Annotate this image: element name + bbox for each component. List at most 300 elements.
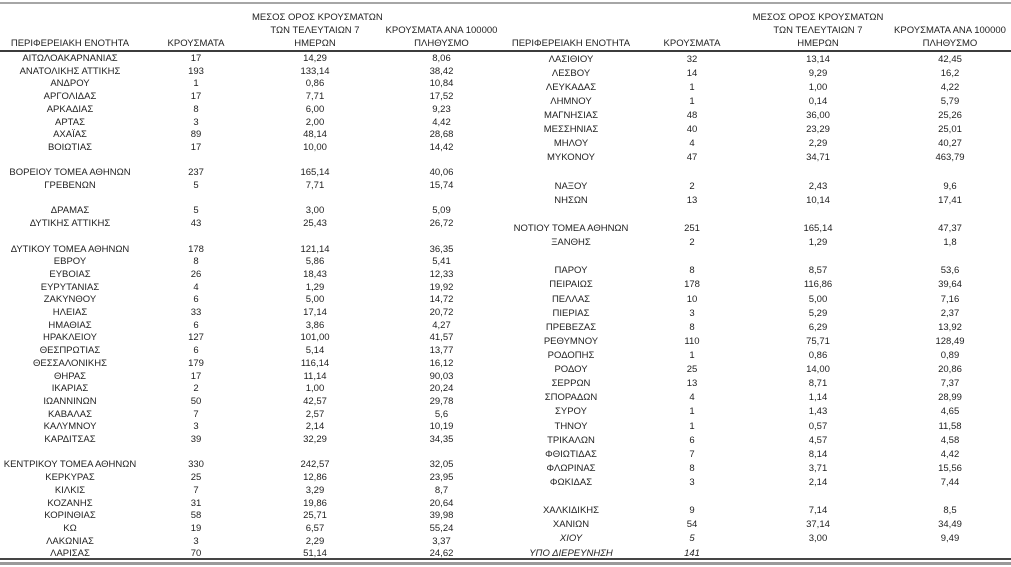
header-region-label: ΠΕΡΙΦΕΡΕΙΑΚΗ ΕΝΟΤΗΤΑ xyxy=(10,38,130,49)
cases-cell: 8 xyxy=(689,321,695,333)
cases-cell: 26 xyxy=(190,268,202,280)
avg7-cell xyxy=(252,155,378,168)
per100k-cell: 9,6 xyxy=(943,180,957,192)
avg7-cell: 9,29 xyxy=(808,67,828,79)
per100k-cell: 25,26 xyxy=(938,110,962,122)
cases-cell xyxy=(637,490,747,504)
per100k-cell: 7,16 xyxy=(940,293,960,305)
region-cell: ΛΑΚΩΝΙΑΣ xyxy=(46,535,94,547)
region-cell: ΑΡΓΟΛΙΔΑΣ xyxy=(43,91,97,103)
region-cell xyxy=(505,490,637,504)
table-row xyxy=(505,462,1011,476)
table-row xyxy=(505,349,1011,363)
avg7-cell: 25,43 xyxy=(303,218,327,230)
cases-cell: 89 xyxy=(190,129,202,141)
table-row xyxy=(505,547,1011,561)
per100k-cell: 10,19 xyxy=(429,421,454,433)
per100k-cell: 1,8 xyxy=(943,237,957,249)
per100k-cell: 29,78 xyxy=(429,395,454,407)
table-body-left xyxy=(0,53,505,561)
per100k-cell: 23,95 xyxy=(429,472,454,484)
region-cell: ΛΑΡΙΣΑΣ xyxy=(50,548,90,560)
avg7-cell: 6,29 xyxy=(808,321,828,333)
region-cell: ΑΙΤΩΛΟΑΚΑΡΝΑΝΙΑΣ xyxy=(22,53,118,64)
region-cell: ΣΠΟΡΑΔΩΝ xyxy=(544,392,598,404)
avg7-cell: 10,14 xyxy=(806,194,830,206)
header-per100k xyxy=(889,3,1011,53)
region-cell: ΠΑΡΟΥ xyxy=(554,265,588,277)
per100k-cell: 4,27 xyxy=(432,319,451,331)
header-row xyxy=(0,3,505,53)
cases-cell: 8 xyxy=(689,462,695,474)
avg7-cell: 121,14 xyxy=(300,243,330,255)
table-row xyxy=(505,95,1011,109)
cases-cell: 4 xyxy=(689,138,695,150)
per100k-cell: 5,09 xyxy=(432,205,451,217)
region-cell: ΚΑΒΑΛΑΣ xyxy=(48,408,92,420)
per100k-cell xyxy=(378,155,505,168)
table-row xyxy=(505,265,1011,279)
cases-cell: 8 xyxy=(193,256,199,268)
avg7-cell: 2,00 xyxy=(305,116,325,128)
table-row xyxy=(0,498,505,511)
per100k-cell: 7,44 xyxy=(940,476,960,488)
region-cell: ΜΑΓΝΗΣΙΑΣ xyxy=(544,110,598,122)
spacer-row xyxy=(505,166,1011,180)
header-per100k-line1: ΚΡΟΥΣΜΑΤΑ ΑΝΑ 100000 xyxy=(894,25,1006,36)
region-cell: ΚΕΡΚΥΡΑΣ xyxy=(45,472,95,484)
region-cell: ΑΝΑΤΟΛΙΚΗΣ ΑΤΤΙΚΗΣ xyxy=(19,65,121,77)
avg7-cell: 3,86 xyxy=(305,319,325,331)
header-avg7-line3: ΗΜΕΡΩΝ xyxy=(294,38,336,49)
avg7-cell: 1,14 xyxy=(808,392,828,404)
avg7-cell: 116,14 xyxy=(300,357,330,369)
per100k-cell xyxy=(889,208,1011,222)
cases-cell: 4 xyxy=(689,392,695,404)
cases-cell: 7 xyxy=(193,408,199,420)
avg7-cell: 42,57 xyxy=(303,395,327,407)
cases-cell: 2 xyxy=(689,237,695,249)
avg7-cell: 8,71 xyxy=(808,378,828,390)
avg7-cell: 242,57 xyxy=(300,459,330,471)
region-cell: ΘΕΣΠΡΩΤΙΑΣ xyxy=(39,345,101,357)
avg7-cell: 5,00 xyxy=(305,294,325,306)
per100k-cell: 16,2 xyxy=(940,67,960,79)
avg7-cell: 7,71 xyxy=(305,180,325,192)
per100k-cell: 41,57 xyxy=(429,332,454,344)
avg7-cell: 18,43 xyxy=(303,268,327,280)
per100k-cell: 5,6 xyxy=(434,408,449,420)
region-cell: ΚΑΛΥΜΝΟΥ xyxy=(43,421,97,433)
region-cell: ΡΕΘΥΜΝΟΥ xyxy=(543,335,599,347)
cases-cell: 141 xyxy=(684,547,700,559)
cases-cell: 7 xyxy=(689,448,695,460)
region-cell xyxy=(0,193,140,206)
region-cell: ΕΥΡΥΤΑΝΙΑΣ xyxy=(40,281,100,293)
table-row xyxy=(505,124,1011,138)
avg7-cell: 4,57 xyxy=(808,434,828,446)
cases-cell: 1 xyxy=(689,406,695,418)
cases-cell: 1 xyxy=(689,349,695,361)
cases-table-left xyxy=(0,3,505,561)
header-cases xyxy=(637,3,747,53)
table-row xyxy=(0,371,505,384)
per100k-cell: 55,24 xyxy=(429,522,454,534)
avg7-cell: 2,57 xyxy=(305,408,325,420)
table-row xyxy=(505,236,1011,250)
region-cell: ΛΗΜΝΟΥ xyxy=(550,96,592,108)
cases-cell: 1 xyxy=(689,420,695,432)
cases-cell: 58 xyxy=(190,510,202,522)
per100k-cell: 17,52 xyxy=(429,91,454,103)
header-per100k-line2: ΠΛΗΘΥΣΜΟ xyxy=(922,38,978,49)
avg7-cell: 19,86 xyxy=(303,497,327,509)
cases-cell xyxy=(140,155,252,168)
cases-cell: 5 xyxy=(193,180,199,192)
table-row xyxy=(0,523,505,536)
header-avg7 xyxy=(252,3,383,53)
bottom-rule-gray xyxy=(0,562,1011,565)
per100k-cell: 0,89 xyxy=(940,349,960,361)
region-cell: ΛΕΣΒΟΥ xyxy=(551,67,591,79)
per100k-cell: 8,7 xyxy=(434,484,449,496)
avg7-cell: 165,14 xyxy=(300,167,330,179)
per100k-cell: 39,64 xyxy=(938,279,962,291)
cases-cell: 3 xyxy=(689,307,695,319)
per100k-cell: 14,42 xyxy=(429,141,454,153)
table-row xyxy=(505,293,1011,307)
cases-cell: 13 xyxy=(686,378,698,390)
cases-cell: 3 xyxy=(193,116,199,128)
region-cell: ΧΙΟΥ xyxy=(559,533,583,545)
region-cell xyxy=(0,447,140,460)
table-row xyxy=(0,294,505,307)
table-row xyxy=(0,434,505,447)
per100k-cell: 38,42 xyxy=(429,65,454,77)
cases-cell: 54 xyxy=(686,519,698,531)
avg7-cell: 0,86 xyxy=(305,78,325,90)
table-row xyxy=(0,485,505,498)
avg7-cell xyxy=(747,251,889,265)
cases-cell: 25 xyxy=(686,364,698,376)
avg7-cell: 7,71 xyxy=(305,91,325,103)
avg7-cell: 32,29 xyxy=(303,434,327,446)
table-row xyxy=(0,345,505,358)
region-cell: ΗΡΑΚΛΕΙΟΥ xyxy=(43,332,97,344)
region-cell: ΡΟΔΟΠΗΣ xyxy=(547,349,595,361)
region-cell: ΜΥΚΟΝΟΥ xyxy=(547,152,595,164)
table-row xyxy=(0,129,505,142)
region-cell: ΚΟΡΙΝΘΙΑΣ xyxy=(44,510,96,522)
per100k-cell xyxy=(889,490,1011,504)
table-row xyxy=(505,67,1011,81)
avg7-cell: 3,29 xyxy=(305,484,325,496)
table-row xyxy=(505,434,1011,448)
region-cell: ΔΡΑΜΑΣ xyxy=(50,205,90,217)
per100k-cell: 40,27 xyxy=(938,138,962,150)
cases-cell: 237 xyxy=(188,167,204,179)
cases-cell: 13 xyxy=(686,194,698,206)
region-cell xyxy=(0,231,140,244)
cases-cell: 14 xyxy=(686,67,698,79)
avg7-cell: 3,00 xyxy=(808,533,828,545)
spacer-row xyxy=(0,447,505,460)
cases-cell: 6 xyxy=(193,294,199,306)
header-avg7-line1: ΜΕΣΟΣ ΟΡΟΣ ΚΡΟΥΣΜΑΤΩΝ xyxy=(752,12,884,23)
region-cell: ΖΑΚΥΝΘΟΥ xyxy=(43,294,97,306)
table-row xyxy=(505,448,1011,462)
header-region xyxy=(505,3,637,53)
table-row xyxy=(0,117,505,130)
header-per100k-line2: ΠΛΗΘΥΣΜΟ xyxy=(414,38,469,49)
table-row xyxy=(505,321,1011,335)
per100k-cell xyxy=(889,166,1011,180)
region-cell: ΜΕΣΣΗΝΙΑΣ xyxy=(543,124,599,136)
per100k-cell: 20,64 xyxy=(429,497,454,509)
region-cell: ΑΝΔΡΟΥ xyxy=(50,78,90,90)
per100k-cell: 14,72 xyxy=(429,294,454,306)
table-row xyxy=(0,282,505,295)
avg7-cell: 8,57 xyxy=(808,265,828,277)
cases-cell: 32 xyxy=(686,53,698,65)
cases-cell xyxy=(140,193,252,206)
avg7-cell xyxy=(747,166,889,180)
region-cell: ΞΑΝΘΗΣ xyxy=(551,237,591,249)
cases-cell: 1 xyxy=(689,96,695,108)
per100k-cell: 3,37 xyxy=(432,535,451,547)
per100k-cell: 24,62 xyxy=(429,548,454,560)
region-cell: ΔΥΤΙΚΗΣ ΑΤΤΙΚΗΣ xyxy=(29,218,111,230)
avg7-cell: 116,86 xyxy=(803,279,833,291)
table-row xyxy=(0,332,505,345)
region-cell: ΚΙΛΚΙΣ xyxy=(54,484,86,496)
table-row xyxy=(505,533,1011,547)
avg7-cell: 101,00 xyxy=(300,332,330,344)
cases-cell: 193 xyxy=(188,65,204,77)
avg7-cell: 1,00 xyxy=(305,383,325,395)
table-row xyxy=(505,476,1011,490)
table-row xyxy=(0,104,505,117)
cases-table-right xyxy=(505,3,1011,561)
table-row xyxy=(0,78,505,91)
table-body-right xyxy=(505,53,1011,561)
avg7-cell xyxy=(252,193,378,206)
avg7-cell: 2,43 xyxy=(808,180,828,192)
avg7-cell: 0,14 xyxy=(808,96,828,108)
region-cell: ΙΚΑΡΙΑΣ xyxy=(51,383,89,395)
avg7-cell: 6,57 xyxy=(305,522,325,534)
per100k-cell: 5,41 xyxy=(432,256,451,268)
per100k-cell: 128,49 xyxy=(935,335,965,347)
header-cases xyxy=(140,3,252,53)
table-row xyxy=(0,142,505,155)
per100k-cell xyxy=(378,193,505,206)
region-cell: ΧΑΛΚΙΔΙΚΗΣ xyxy=(542,505,600,517)
cases-cell: 8 xyxy=(193,103,199,115)
per100k-cell: 20,86 xyxy=(938,364,962,376)
header-region-label: ΠΕΡΙΦΕΡΕΙΑΚΗ ΕΝΟΤΗΤΑ xyxy=(511,38,631,49)
table-row xyxy=(0,320,505,333)
region-cell: ΔΥΤΙΚΟΥ ΤΟΜΕΑ ΑΘΗΝΩΝ xyxy=(10,243,130,255)
table-row xyxy=(505,81,1011,95)
per100k-cell: 32,05 xyxy=(429,459,454,471)
cases-cell xyxy=(140,447,252,460)
avg7-cell: 14,29 xyxy=(303,53,327,64)
cases-cell: 17 xyxy=(190,91,202,103)
table-row xyxy=(505,335,1011,349)
avg7-cell xyxy=(252,231,378,244)
region-cell: ΝΟΤΙΟΥ ΤΟΜΕΑ ΑΘΗΝΩΝ xyxy=(513,222,629,234)
per100k-cell: 4,42 xyxy=(940,448,960,460)
per100k-cell: 17,41 xyxy=(938,194,962,206)
per100k-cell: 8,06 xyxy=(432,53,451,64)
avg7-cell: 165,14 xyxy=(803,222,833,234)
cases-cell: 127 xyxy=(188,332,204,344)
table-row xyxy=(505,392,1011,406)
table-row xyxy=(0,548,505,561)
avg7-cell: 5,00 xyxy=(808,293,828,305)
header-row xyxy=(505,3,1011,53)
region-cell: ΚΩ xyxy=(63,522,77,534)
cases-cell: 40 xyxy=(686,124,698,136)
region-cell: ΕΥΒΟΙΑΣ xyxy=(49,268,91,280)
table-row xyxy=(505,53,1011,67)
per100k-cell: 9,49 xyxy=(940,533,960,545)
avg7-cell: 1,29 xyxy=(305,281,325,293)
per100k-cell: 28,68 xyxy=(429,129,454,141)
header-per100k-line1: ΚΡΟΥΣΜΑΤΑ ΑΝΑ 100000 xyxy=(385,25,498,36)
cases-cell: 19 xyxy=(190,522,202,534)
header-avg7-line2: ΤΩΝ ΤΕΛΕΥΤΑΙΩΝ 7 xyxy=(773,25,863,36)
per100k-cell: 15,74 xyxy=(429,180,454,192)
cases-cell: 330 xyxy=(188,459,204,471)
table-row xyxy=(0,409,505,422)
table-row xyxy=(0,91,505,104)
cases-cell xyxy=(637,208,747,222)
per100k-cell: 12,33 xyxy=(429,268,454,280)
table-row xyxy=(505,194,1011,208)
per100k-cell: 11,58 xyxy=(938,420,962,432)
per100k-cell xyxy=(378,231,505,244)
table-row xyxy=(505,109,1011,123)
cases-cell: 2 xyxy=(193,383,199,395)
per100k-cell: 7,37 xyxy=(940,378,960,390)
header-avg7 xyxy=(747,3,889,53)
per100k-cell: 16,12 xyxy=(429,357,454,369)
avg7-cell: 2,14 xyxy=(808,476,828,488)
avg7-cell xyxy=(252,447,378,460)
region-cell: ΕΒΡΟΥ xyxy=(53,256,87,268)
avg7-cell: 51,14 xyxy=(303,548,327,560)
per100k-cell: 463,79 xyxy=(935,152,965,164)
avg7-cell: 0,86 xyxy=(808,349,828,361)
per100k-cell: 36,35 xyxy=(429,243,454,255)
avg7-cell: 23,29 xyxy=(806,124,830,136)
region-cell: ΚΟΖΑΝΗΣ xyxy=(47,497,93,509)
avg7-cell: 2,29 xyxy=(808,138,828,150)
tables-container xyxy=(0,3,1011,561)
table-row xyxy=(505,420,1011,434)
avg7-cell: 3,71 xyxy=(808,462,828,474)
per100k-cell: 90,03 xyxy=(429,370,454,382)
cases-cell: 2 xyxy=(689,180,695,192)
avg7-cell: 5,29 xyxy=(808,307,828,319)
avg7-cell xyxy=(747,490,889,504)
per100k-cell xyxy=(378,447,505,460)
avg7-cell: 34,71 xyxy=(806,152,830,164)
cases-cell: 3 xyxy=(193,421,199,433)
per100k-cell: 5,79 xyxy=(940,96,960,108)
per100k-cell: 4,65 xyxy=(940,406,960,418)
region-cell: ΘΗΡΑΣ xyxy=(53,370,87,382)
table-row xyxy=(0,307,505,320)
avg7-cell: 13,14 xyxy=(806,53,830,65)
region-cell: ΛΕΥΚΑΔΑΣ xyxy=(545,81,597,93)
per100k-cell: 25,01 xyxy=(938,124,962,136)
cases-cell: 8 xyxy=(689,265,695,277)
table-row xyxy=(0,218,505,231)
per100k-cell xyxy=(889,251,1011,265)
avg7-cell: 1,43 xyxy=(808,406,828,418)
cases-cell: 6 xyxy=(689,434,695,446)
avg7-cell: 3,00 xyxy=(305,205,325,217)
table-row xyxy=(505,138,1011,152)
region-cell: ΣΥΡΟΥ xyxy=(555,406,587,418)
region-cell: ΧΑΝΙΩΝ xyxy=(552,519,590,531)
table-row xyxy=(0,167,505,180)
avg7-cell: 1,29 xyxy=(808,237,828,249)
per100k-cell: 4,58 xyxy=(940,434,960,446)
avg7-cell xyxy=(747,208,889,222)
avg7-cell: 1,00 xyxy=(808,81,828,93)
per100k-cell: 20,24 xyxy=(429,383,454,395)
avg7-cell xyxy=(747,547,889,561)
table-row xyxy=(0,205,505,218)
table-row xyxy=(505,504,1011,518)
cases-cell: 6 xyxy=(193,319,199,331)
cases-cell: 70 xyxy=(190,548,202,560)
per100k-cell: 10,84 xyxy=(429,78,454,90)
cases-cell: 3 xyxy=(689,476,695,488)
table-row xyxy=(505,152,1011,166)
spacer-row xyxy=(0,231,505,244)
cases-cell: 1 xyxy=(689,81,695,93)
header-avg7-line3: ΗΜΕΡΩΝ xyxy=(797,38,839,49)
table-row xyxy=(0,459,505,472)
avg7-cell: 10,00 xyxy=(303,141,327,153)
region-cell: ΠΕΙΡΑΙΩΣ xyxy=(549,279,593,291)
per100k-cell: 28,99 xyxy=(938,392,962,404)
table-row xyxy=(505,363,1011,377)
avg7-cell: 25,71 xyxy=(303,510,327,522)
region-cell: ΚΑΡΔΙΤΣΑΣ xyxy=(44,434,96,446)
region-cell: ΚΕΝΤΡΙΚΟΥ ΤΟΜΕΑ ΑΘΗΝΩΝ xyxy=(3,459,137,471)
table-row xyxy=(505,519,1011,533)
cases-cell xyxy=(637,251,747,265)
cases-cell: 7 xyxy=(193,484,199,496)
table-row xyxy=(0,244,505,257)
per100k-cell: 26,72 xyxy=(429,218,454,230)
region-cell: ΜΗΛΟΥ xyxy=(553,138,589,150)
region-cell: ΦΛΩΡΙΝΑΣ xyxy=(546,462,596,474)
avg7-cell: 37,14 xyxy=(806,519,830,531)
per100k-cell: 20,72 xyxy=(429,307,454,319)
cases-cell: 1 xyxy=(193,78,199,90)
region-cell: ΓΡΕΒΕΝΩΝ xyxy=(44,180,96,192)
region-cell: ΗΛΕΙΑΣ xyxy=(52,307,88,319)
table-row xyxy=(0,256,505,269)
avg7-cell: 8,14 xyxy=(808,448,828,460)
